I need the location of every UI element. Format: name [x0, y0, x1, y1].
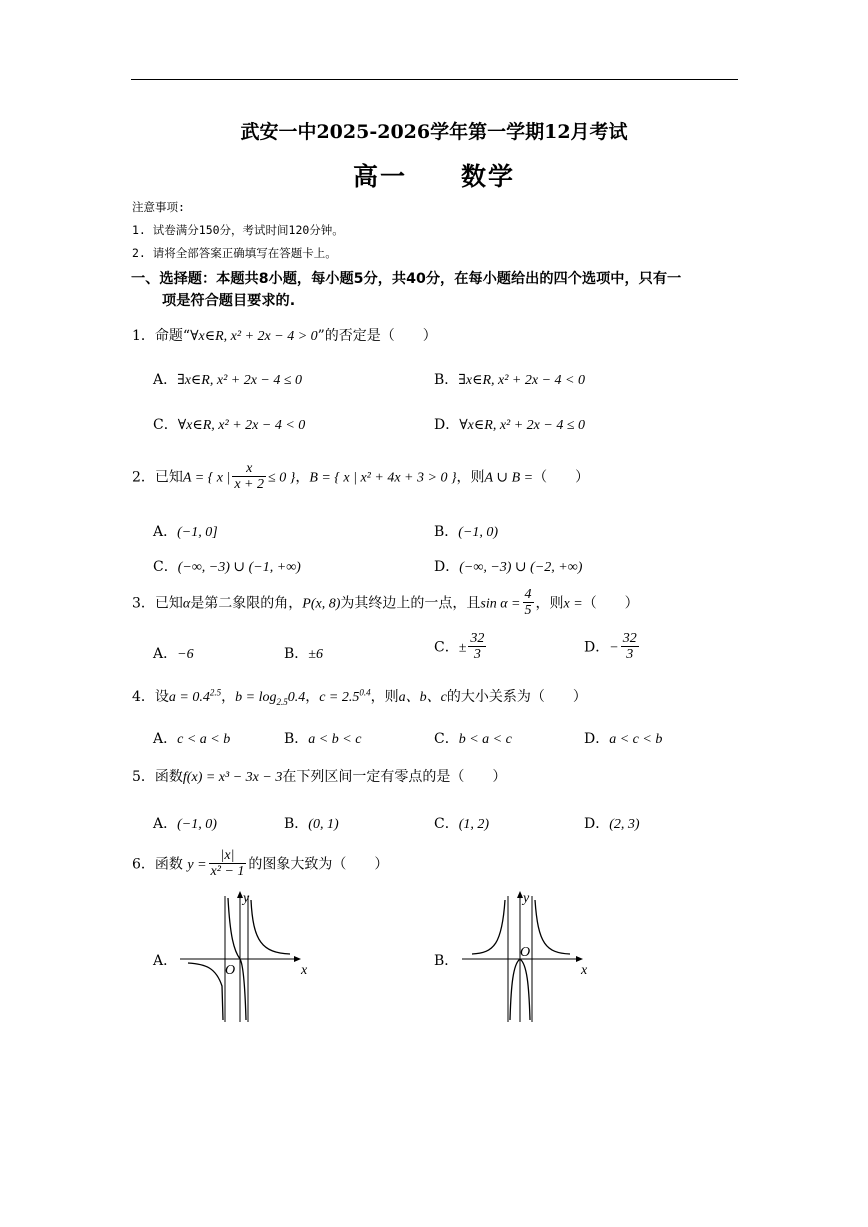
q1-option-d[interactable]: D．∀x∈R, x² + 2x − 4 ≤ 0 [434, 417, 586, 433]
question-3: 3．已知α是第二象限的角，P(x, 8)为其终边上的一点，且sin α = $\frac{4}{5}$ ，则x =（ ） [132, 587, 639, 619]
question-1: 1．命题“∀x∈R, x² + 2x − 4 > 0”的否定是（ ） [132, 328, 437, 344]
q5-option-d[interactable]: D．(2, 3) [584, 816, 640, 832]
q6-fraction: $\frac{|x|}{\text{x² − 1}}$ [210, 848, 245, 880]
curve-right [251, 900, 290, 954]
question-number: 4． [132, 689, 155, 705]
q2-option-c[interactable]: C．(−∞, −3) ∪ (−1, +∞) [153, 559, 301, 575]
q2-set-b: B = { x | x² + 4x + 3 > 0 } [309, 470, 457, 486]
q1-option-b[interactable]: B．∃x∈R, x² + 2x − 4 < 0 [434, 372, 585, 388]
q6-graph-a[interactable] [176, 886, 316, 1024]
header-rule [131, 79, 738, 80]
q4-option-a[interactable]: A．c < a < b [153, 731, 231, 747]
question-number: 1． [132, 328, 155, 344]
curve-right [535, 900, 570, 954]
y-label: y [243, 891, 250, 906]
q1-stem-math: ∀x∈R, x² + 2x − 4 > 0 [190, 329, 318, 344]
notice-item-1: 1. 试卷满分150分，考试时间120分钟。 [132, 223, 344, 237]
notice-item-2: 2. 请将全部答案正确填写在答题卡上。 [132, 246, 337, 260]
q2-option-a[interactable]: A．(−1, 0] [153, 524, 218, 540]
q3-option-a[interactable]: A．−6 [153, 646, 194, 662]
curve-left [188, 963, 223, 1020]
question-number: 6． [132, 856, 155, 873]
notice-heading: 注意事项: [132, 200, 185, 214]
question-number: 3． [132, 595, 155, 612]
x-label: x [301, 963, 308, 978]
exam-subject: 高一 数学 [352, 162, 515, 191]
q5-option-a[interactable]: A．(−1, 0) [153, 816, 217, 832]
question-6: 6．函数 y = $\frac{|x|}{\text{x² − 1}}$ 的图象大致为（ ） [132, 848, 389, 880]
y-label: y [523, 891, 530, 906]
q3-option-c[interactable]: C．± $\frac{32}{3}$ [434, 631, 485, 663]
q3-option-b[interactable]: B．±6 [284, 646, 323, 662]
q2-option-d[interactable]: D．(−∞, −3) ∪ (−2, +∞) [434, 559, 583, 575]
q6-option-b-label[interactable]: B． [434, 953, 459, 969]
q2-set-a-fraction: $\frac{x}{x + 2}$ [234, 461, 265, 493]
question-5: 5．函数f(x) = x³ − 3x − 3在下列区间一定有零点的是（ ） [132, 769, 507, 785]
q2-option-b[interactable]: B．(−1, 0) [434, 524, 499, 540]
exam-title: 武安一中2025-2026学年第一学期12月考试 [240, 121, 628, 143]
question-2: 2．已知A = { x | $\frac{x}{x + 2}$ ≤ 0 }，B = { x | x² + 4x + 3 > 0 }，则A ∪ B =（ ） [132, 461, 590, 493]
origin-label: O [225, 963, 236, 978]
question-4: 4．设$a = 0.4^{2.5}$，$b = \log_{2.5}0.4$，$c = 2.5^{0.4}$，则a、b、c的大小关系为（ ） [132, 687, 587, 707]
q6-option-a-label[interactable]: A． [153, 953, 178, 969]
q4-option-c[interactable]: C．b < a < c [434, 731, 512, 747]
question-number: 2． [132, 469, 155, 486]
question-number: 5． [132, 769, 155, 785]
q4-option-d[interactable]: D．a < c < b [584, 731, 663, 747]
q5-option-b[interactable]: B．(0, 1) [284, 816, 339, 832]
section-heading-line1: 一、选择题：本题共8小题，每小题5分，共40分，在每小题给出的四个选项中，只有一 [131, 271, 682, 287]
section-heading-line2: 项是符合题目要求的. [162, 293, 296, 309]
curve-left [472, 900, 505, 954]
q6-graph-b[interactable] [458, 886, 598, 1024]
x-label: x [581, 963, 588, 978]
q3-option-d[interactable]: D．− $\frac{32}{3}$ [584, 631, 637, 663]
q1-option-a[interactable]: A．∃x∈R, x² + 2x − 4 ≤ 0 [153, 372, 303, 388]
q1-option-c[interactable]: C．∀x∈R, x² + 2x − 4 < 0 [153, 417, 306, 433]
q4-option-b[interactable]: B．a < b < c [284, 731, 362, 747]
origin-label: O [520, 945, 531, 960]
q5-option-c[interactable]: C．(1, 2) [434, 816, 490, 832]
q3-sin-fraction: $\frac{4}{5}$ [524, 587, 532, 619]
